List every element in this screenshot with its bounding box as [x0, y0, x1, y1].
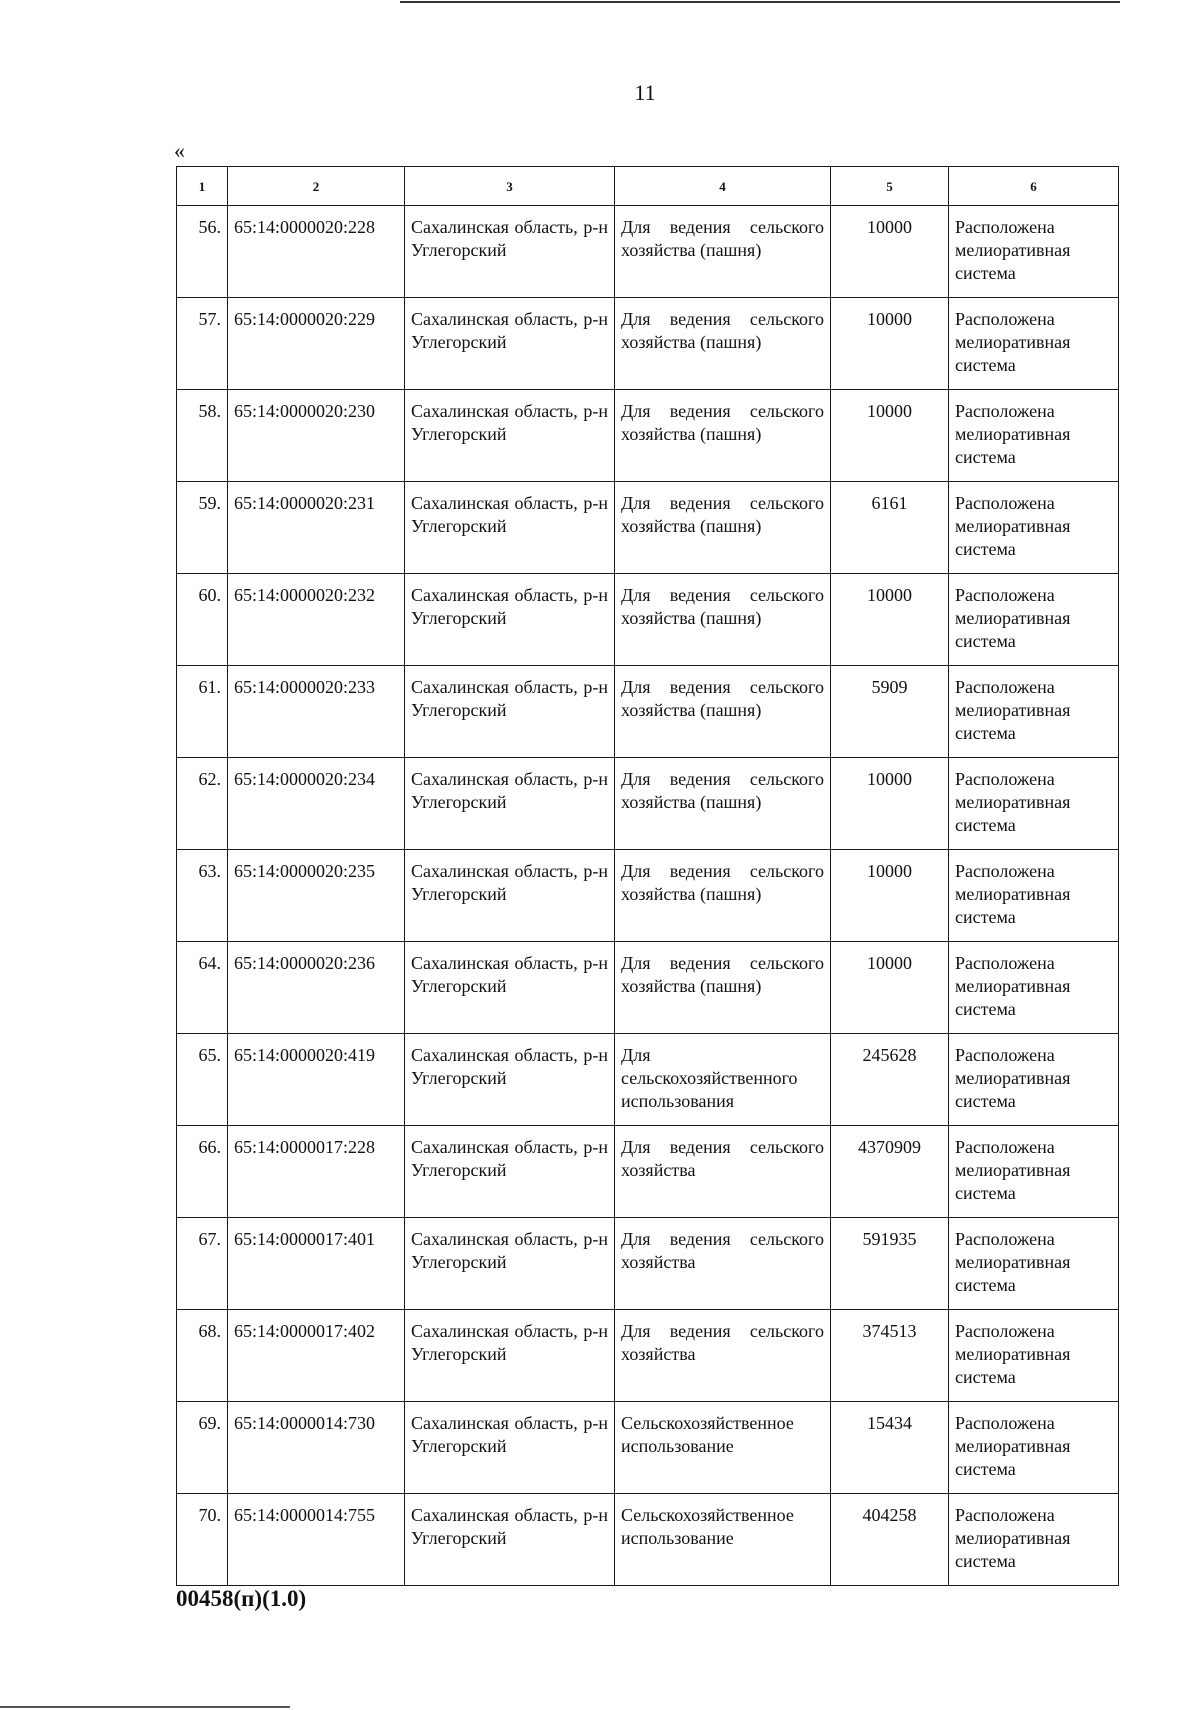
note-cell: Расположена мелиоративная система	[949, 298, 1119, 390]
table-row	[177, 666, 1119, 758]
area-cell: 15434	[831, 1402, 949, 1494]
note-cell: Расположена мелиоративная система	[949, 1126, 1119, 1218]
cadastral-number: 65:14:0000020:419	[228, 1034, 405, 1126]
location-cell: Сахалинская область, р-н Углегорский	[405, 1494, 615, 1586]
note-cell: Расположена мелиоративная система	[949, 390, 1119, 482]
table-row	[177, 1034, 1119, 1126]
cadastral-number: 65:14:0000020:233	[228, 666, 405, 758]
area-cell: 374513	[831, 1310, 949, 1402]
table-body	[177, 206, 1119, 1586]
row-number: 59.	[177, 482, 228, 574]
table-row	[177, 390, 1119, 482]
row-number: 61.	[177, 666, 228, 758]
location-cell: Сахалинская область, р-н Углегорский	[405, 1034, 615, 1126]
cadastral-number: 65:14:0000017:401	[228, 1218, 405, 1310]
row-number: 57.	[177, 298, 228, 390]
table-row	[177, 482, 1119, 574]
land-plots-table	[176, 166, 1119, 1586]
cadastral-number: 65:14:0000014:730	[228, 1402, 405, 1494]
row-number: 63.	[177, 850, 228, 942]
bottom-scan-rule	[0, 1706, 290, 1708]
area-cell: 10000	[831, 850, 949, 942]
area-cell: 10000	[831, 942, 949, 1034]
table-row	[177, 1126, 1119, 1218]
cadastral-number: 65:14:0000017:402	[228, 1310, 405, 1402]
area-cell: 10000	[831, 574, 949, 666]
cadastral-number: 65:14:0000020:232	[228, 574, 405, 666]
cadastral-number: 65:14:0000020:234	[228, 758, 405, 850]
note-cell: Расположена мелиоративная система	[949, 850, 1119, 942]
row-number: 70.	[177, 1494, 228, 1586]
note-cell: Расположена мелиоративная система	[949, 1494, 1119, 1586]
row-number: 65.	[177, 1034, 228, 1126]
cadastral-number: 65:14:0000020:235	[228, 850, 405, 942]
cadastral-number: 65:14:0000017:228	[228, 1126, 405, 1218]
document-code: 00458(п)(1.0)	[176, 1586, 307, 1611]
permitted-use-cell: Для ведения сельского хозяйства	[615, 1126, 831, 1218]
note-cell: Расположена мелиоративная система	[949, 206, 1119, 298]
area-cell: 404258	[831, 1494, 949, 1586]
area-cell: 10000	[831, 206, 949, 298]
cadastral-number: 65:14:0000020:229	[228, 298, 405, 390]
row-number: 56.	[177, 206, 228, 298]
opening-quote: «	[174, 138, 185, 163]
permitted-use-cell: Для ведения сельского хозяйства (пашня)	[615, 574, 831, 666]
top-scan-rule	[400, 1, 1120, 3]
row-number: 58.	[177, 390, 228, 482]
cadastral-number: 65:14:0000020:236	[228, 942, 405, 1034]
note-cell: Расположена мелиоративная система	[949, 574, 1119, 666]
permitted-use-cell: Для ведения сельского хозяйства (пашня)	[615, 942, 831, 1034]
column-header: 3	[405, 167, 615, 206]
table-row	[177, 1310, 1119, 1402]
permitted-use-cell: Для ведения сельского хозяйства (пашня)	[615, 482, 831, 574]
permitted-use-cell: Для ведения сельского хозяйства (пашня)	[615, 758, 831, 850]
row-number: 66.	[177, 1126, 228, 1218]
row-number: 68.	[177, 1310, 228, 1402]
location-cell: Сахалинская область, р-н Углегорский	[405, 206, 615, 298]
permitted-use-cell: Для ведения сельского хозяйства (пашня)	[615, 206, 831, 298]
row-number: 62.	[177, 758, 228, 850]
row-number: 67.	[177, 1218, 228, 1310]
column-header: 2	[228, 167, 405, 206]
area-cell: 5909	[831, 666, 949, 758]
area-cell: 10000	[831, 758, 949, 850]
note-cell: Расположена мелиоративная система	[949, 1034, 1119, 1126]
note-cell: Расположена мелиоративная система	[949, 1218, 1119, 1310]
row-number: 69.	[177, 1402, 228, 1494]
location-cell: Сахалинская область, р-н Углегорский	[405, 1218, 615, 1310]
table-row	[177, 1494, 1119, 1586]
permitted-use-cell: Сельскохозяйственное использование	[615, 1494, 831, 1586]
location-cell: Сахалинская область, р-н Углегорский	[405, 390, 615, 482]
location-cell: Сахалинская область, р-н Углегорский	[405, 1402, 615, 1494]
note-cell: Расположена мелиоративная система	[949, 482, 1119, 574]
note-cell: Расположена мелиоративная система	[949, 758, 1119, 850]
table-row	[177, 1402, 1119, 1494]
location-cell: Сахалинская область, р-н Углегорский	[405, 574, 615, 666]
table-row	[177, 574, 1119, 666]
permitted-use-cell: Для ведения сельского хозяйства (пашня)	[615, 850, 831, 942]
permitted-use-cell: Сельскохозяйственное использование	[615, 1402, 831, 1494]
location-cell: Сахалинская область, р-н Углегорский	[405, 298, 615, 390]
table-row	[177, 206, 1119, 298]
table-header-row	[177, 167, 1119, 206]
location-cell: Сахалинская область, р-н Углегорский	[405, 758, 615, 850]
area-cell: 6161	[831, 482, 949, 574]
note-cell: Расположена мелиоративная система	[949, 1402, 1119, 1494]
page-number: 11	[634, 80, 656, 105]
permitted-use-cell: Для ведения сельского хозяйства	[615, 1218, 831, 1310]
location-cell: Сахалинская область, р-н Углегорский	[405, 1310, 615, 1402]
area-cell: 10000	[831, 298, 949, 390]
location-cell: Сахалинская область, р-н Углегорский	[405, 1126, 615, 1218]
permitted-use-cell: Для ведения сельского хозяйства	[615, 1310, 831, 1402]
column-header: 5	[831, 167, 949, 206]
area-cell: 591935	[831, 1218, 949, 1310]
permitted-use-cell: Для сельскохозяйственного использования	[615, 1034, 831, 1126]
area-cell: 10000	[831, 390, 949, 482]
location-cell: Сахалинская область, р-н Углегорский	[405, 666, 615, 758]
table-row	[177, 1218, 1119, 1310]
area-cell: 4370909	[831, 1126, 949, 1218]
row-number: 64.	[177, 942, 228, 1034]
permitted-use-cell: Для ведения сельского хозяйства (пашня)	[615, 390, 831, 482]
table-row	[177, 758, 1119, 850]
location-cell: Сахалинская область, р-н Углегорский	[405, 482, 615, 574]
permitted-use-cell: Для ведения сельского хозяйства (пашня)	[615, 666, 831, 758]
cadastral-number: 65:14:0000020:230	[228, 390, 405, 482]
table-row	[177, 850, 1119, 942]
cadastral-number: 65:14:0000020:228	[228, 206, 405, 298]
row-number: 60.	[177, 574, 228, 666]
permitted-use-cell: Для ведения сельского хозяйства (пашня)	[615, 298, 831, 390]
column-header: 4	[615, 167, 831, 206]
note-cell: Расположена мелиоративная система	[949, 942, 1119, 1034]
cadastral-number: 65:14:0000020:231	[228, 482, 405, 574]
location-cell: Сахалинская область, р-н Углегорский	[405, 942, 615, 1034]
table-row	[177, 298, 1119, 390]
note-cell: Расположена мелиоративная система	[949, 1310, 1119, 1402]
table-row	[177, 942, 1119, 1034]
location-cell: Сахалинская область, р-н Углегорский	[405, 850, 615, 942]
column-header: 6	[949, 167, 1119, 206]
note-cell: Расположена мелиоративная система	[949, 666, 1119, 758]
cadastral-number: 65:14:0000014:755	[228, 1494, 405, 1586]
column-header: 1	[177, 167, 228, 206]
area-cell: 245628	[831, 1034, 949, 1126]
